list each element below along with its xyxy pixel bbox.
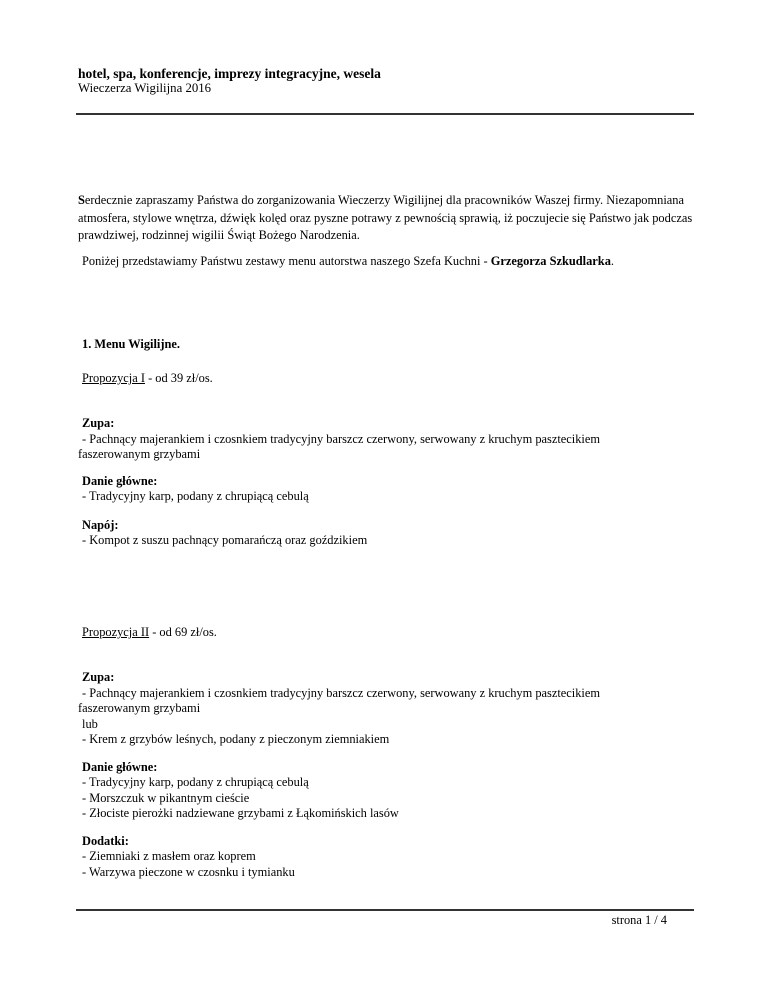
proposal-2-sides-line: - Warzywa pieczone w czosnku i tymianku: [82, 865, 295, 879]
proposal-1-main-line: - Tradycyjny karp, podany z chrupiącą cebulą: [82, 489, 309, 503]
chef-name: Grzegorza Szkudlarka: [490, 254, 611, 268]
page-number: strona 1 / 4: [611, 913, 667, 927]
proposal-1-drink-line: - Kompot z suszu pachnący pomarańczą oraz goździkiem: [82, 533, 368, 547]
proposal-2-name: Propozycja II: [82, 625, 150, 639]
chef-text: Poniżej przedstawiamy Państwu zestawy menu autorstwa naszego Szefa Kuchni -: [82, 254, 491, 268]
proposal-2-price: - od 69 zł/os.: [149, 625, 217, 639]
proposal-1-main-heading: Danie główne:: [82, 474, 158, 488]
proposal-1-soup-line: faszerowanym grzybami: [78, 447, 201, 461]
intro-paragraph: [78, 192, 718, 245]
proposal-1-price: - od 39 zł/os.: [144, 371, 213, 385]
proposal-1-name: Propozycja I: [82, 371, 145, 385]
proposal-2-main-heading: Danie główne:: [82, 760, 158, 774]
section-title: 1. Menu Wigilijne.: [82, 337, 180, 351]
intro-text: erdecznie zapraszamy Państwa do zorganizowania Wieczerzy Wigilijnej dla pracowników Waszej firmy. Niezapomniana atmosfera, stylowe wnętrza, dźwięk kolęd oraz pyszne potrawy z pewnością sprawią, iż poczujecie się Państwo jak podczas prawdziwej, rodzinnej wigilii Świąt Bożego Narodzenia.: [78, 193, 693, 242]
intro-initial: S: [78, 193, 85, 207]
proposal-1-soup-heading: Zupa:: [82, 416, 115, 430]
proposal-2-soup-or: lub: [82, 717, 98, 731]
proposal-1-drink-heading: Napój:: [82, 518, 119, 532]
proposal-2-sides-line: - Ziemniaki z masłem oraz koprem: [82, 849, 256, 863]
document-subtitle: Wieczerza Wigilijna 2016: [78, 81, 212, 95]
proposal-2-soup-heading: Zupa:: [82, 670, 115, 684]
header-divider: [76, 113, 694, 115]
proposal-2-soup-line: faszerowanym grzybami: [78, 701, 201, 715]
proposal-2-main-line: - Tradycyjny karp, podany z chrupiącą cebulą: [82, 775, 309, 789]
proposal-2-soup-line: - Krem z grzybów leśnych, podany z pieczonym ziemniakiem: [82, 732, 390, 746]
proposal-2-header: [82, 624, 217, 640]
proposal-2-soup-line: - Pachnący majerankiem i czosnkiem tradycyjny barszcz czerwony, serwowany z kruchym pasztecikiem: [82, 686, 601, 700]
proposal-1-soup-line: - Pachnący majerankiem i czosnkiem tradycyjny barszcz czerwony, serwowany z kruchym pasztecikiem: [82, 432, 601, 446]
proposal-2-main-line: - Złociste pierożki nadziewane grzybami z Łąkomińskich lasów: [82, 806, 399, 820]
chef-paragraph: [82, 254, 614, 269]
document-title: hotel, spa, konferencje, imprezy integracyjne, wesela: [78, 66, 381, 81]
chef-end: .: [610, 254, 614, 268]
proposal-1-header: [82, 370, 213, 386]
proposal-2-main-line: - Morszczuk w pikantnym cieście: [82, 791, 250, 805]
footer-divider: [76, 909, 694, 911]
proposal-2-sides-heading: Dodatki:: [82, 834, 129, 848]
